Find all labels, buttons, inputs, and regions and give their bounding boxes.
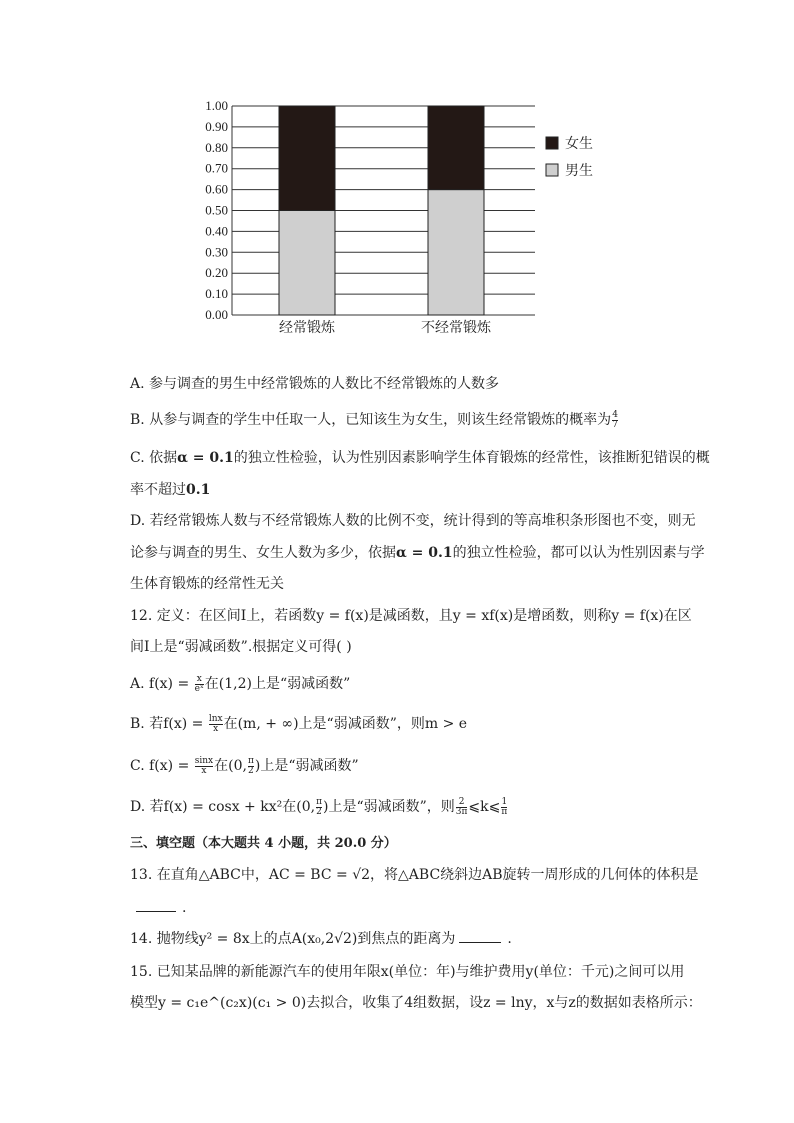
q11-option-c-line1: C. 依据α = 0.1的独立性检验，认为性别因素影响学生体育锻炼的经常性，该推断犯错误的概: [130, 450, 710, 466]
q15-stem-line2: 模型y = c₁e^(c₂x)(c₁ > 0)去拟合，收集了4组数据，设z = lny，x与z的数据如表格所示：: [130, 995, 702, 1011]
fraction-lnx-x: $\frac{\ln x}{x}$: [208, 713, 223, 734]
y-tick-label: 0.40: [205, 223, 228, 239]
q11-option-b-text: B. 从参与调查的学生中任取一人，已知该生为女生，则该生经常锻炼的概率为: [130, 412, 612, 428]
bar-female: [428, 106, 484, 190]
q11-option-a: A. 参与调查的男生中经常锻炼的人数比不经常锻炼的人数多: [130, 376, 500, 392]
bar-male: [279, 211, 335, 316]
bar-male: [428, 190, 484, 315]
q12-option-b: B. 若f(x) = $\frac{\ln x}{x}$ 在(m, + ∞)上是“弱减函数”，则m > e: [130, 713, 468, 734]
fraction-pi-2: $\frac{\pi}{2}$: [247, 755, 254, 776]
q12-option-d: D. 若f(x) = cosx + kx²在(0, $\frac{\pi}{2}$ )上是“弱减函数”，则 $\frac{2}{3\pi}$ ⩽k⩽ $\frac{1}{\pi}$: [130, 796, 508, 817]
y-tick-label: 0.90: [205, 118, 228, 134]
y-tick-label: 1.00: [205, 98, 228, 113]
q12-stem-line2: 间I上是“弱减函数”.根据定义可得( ): [130, 639, 352, 655]
q11-option-d-line3: 生体育锻炼的经常性无关: [130, 576, 284, 592]
fraction-4-7: $\frac{4}{7}$: [612, 409, 618, 430]
q12-option-c: C. f(x) = $\frac{\sin x}{x}$ 在(0, $\frac{\pi}{2}$ )上是“弱减函数”: [130, 755, 359, 776]
section-heading-fill-blank: 三、填空题（本大题共 4 小题，共 20.0 分）: [130, 836, 397, 851]
answer-blank[interactable]: [459, 930, 501, 943]
legend-swatch: [546, 137, 558, 149]
y-tick-label: 0.60: [205, 181, 228, 197]
q13-stem-line1: 13. 在直角△ABC中，AC = BC = √2，将△ABC绕斜边AB旋转一周形成的几何体的体积是: [130, 867, 699, 883]
y-tick-label: 0.50: [205, 202, 228, 218]
q12-stem-line1: 12. 定义：在区间I上，若函数y = f(x)是减函数，且y = xf(x)是增函数，则称y = f(x)在区: [130, 608, 692, 624]
q11-option-c-line2: 率不超过0.1: [130, 482, 211, 498]
x-tick-label: 不经常锻炼: [421, 320, 491, 336]
fraction-x-ex: $\frac{x}{\text{eˣ}}$: [194, 673, 204, 694]
stacked-bar-chart: [190, 95, 640, 340]
q11-option-d-line2: 论参与调查的男生、女生人数为多少，依据α = 0.1的独立性检验，都可以认为性别因素与学: [130, 545, 705, 561]
fraction-2-3pi: $\frac{2}{3\pi}$: [455, 796, 468, 817]
q11-option-d-line1: D. 若经常锻炼人数与不经常锻炼人数的比例不变，统计得到的等高堆积条形图也不变，则无: [130, 513, 696, 529]
q15-stem-line1: 15. 已知某品牌的新能源汽车的使用年限x(单位：年)与维护费用y(单位：千元)之间可以用: [130, 964, 685, 980]
y-tick-label: 0.70: [205, 160, 228, 176]
bar-female: [279, 106, 335, 211]
y-tick-label: 0.00: [205, 307, 228, 322]
legend-swatch: [546, 164, 558, 176]
fraction-1-pi: $\frac{1}{\pi}$: [501, 796, 508, 817]
y-tick-label: 0.10: [205, 286, 228, 302]
x-tick-label: 经常锻炼: [279, 320, 335, 336]
y-tick-label: 0.30: [205, 244, 228, 260]
q14-stem: 14. 抛物线y² = 8x上的点A(x₀,2√2)到焦点的距离为 .: [130, 931, 512, 947]
q11-option-b: [130, 410, 619, 430]
legend-label: 女生: [565, 136, 593, 152]
legend-label: 男生: [565, 163, 593, 179]
q13-stem-line2: .: [130, 898, 186, 918]
y-tick-label: 0.80: [205, 139, 228, 155]
answer-blank[interactable]: [136, 899, 176, 912]
q12-option-a: A. f(x) = $\frac{x}{\text{eˣ}}$ 在(1,2)上是“弱减函数”: [130, 673, 351, 694]
y-tick-label: 0.20: [205, 265, 228, 281]
fraction-pi-2-d: $\frac{\pi}{2}$: [316, 796, 322, 817]
fraction-sinx-x: $\frac{\sin x}{x}$: [194, 755, 214, 776]
